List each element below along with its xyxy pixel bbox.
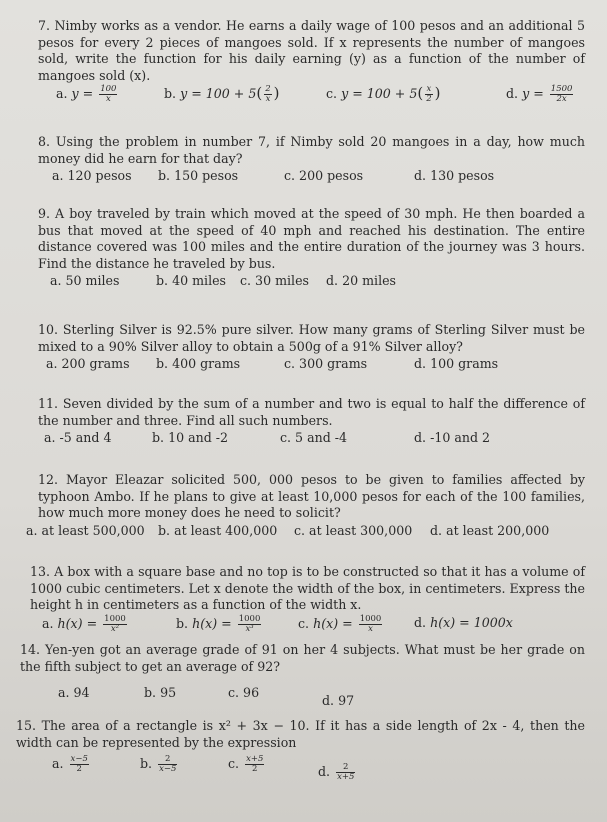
question-13-options <box>30 615 585 635</box>
option-14b: b. 95 <box>144 685 177 700</box>
option-15b: b. $\frac{2}{x-5}$ <box>140 754 177 774</box>
option-14a: a. 94 <box>58 685 90 700</box>
option-15a: a. $\frac{x-5}{2}$ <box>52 754 88 774</box>
question-8-options <box>38 168 585 188</box>
option-14c: c. 96 <box>228 685 260 700</box>
question-10 <box>38 322 585 376</box>
question-12-text: 12. Mayor Eleazar solicited 500, 000 pesos to be given to families affected by typhoon Ambo. If he plans to give at least 10,000 pesos for each of the 100 families, how much more money does he need to solicit? <box>38 472 585 520</box>
option-9d: d. 20 miles <box>326 273 397 288</box>
option-10d: d. 100 grams <box>414 356 499 371</box>
question-9 <box>38 206 585 293</box>
option-7c: c. y = 100 + 5( $\frac{x}{2}$ ) <box>326 84 441 104</box>
option-7a: a. y = $\frac{100}{x}$ <box>56 84 117 104</box>
option-12c: c. at least 300,000 <box>294 522 413 538</box>
question-10-options <box>38 356 585 376</box>
option-9c: c. 30 miles <box>240 273 310 288</box>
question-7 <box>38 18 585 105</box>
option-7b: b. y = 100 + 5( $\frac{2}{x}$ ) <box>164 84 280 104</box>
option-15c: c. $\frac{x+5}{2}$ <box>228 754 264 774</box>
option-11a: a. -5 and 4 <box>44 430 112 445</box>
option-9b: b. 40 miles <box>156 273 227 288</box>
option-15d: d. $\frac{2}{x+5}$ <box>318 762 355 782</box>
question-15-text: 15. The area of a rectangle is x² + 3x − 10. If it has a side length of 2x - 4, then the width can be represented by the expression <box>16 718 585 750</box>
question-9-text: 9. A boy traveled by train which moved at the speed of 30 mph. He then boarded a bus that moved at the speed of 40 mph and reached his destination. The entire distance covered was 100 miles and the entire duration of the journey was 3 hours. Find the distance he traveled by bus. <box>38 206 585 271</box>
option-12a: a. at least 500,000 <box>26 522 145 538</box>
question-14-options <box>20 685 585 708</box>
option-8c: c. 200 pesos <box>284 168 364 183</box>
option-12d: d. at least 200,000 <box>430 522 550 538</box>
question-11 <box>38 396 585 450</box>
question-8-text: 8. Using the problem in number 7, if Nimby sold 20 mangoes in a day, how much money did he earn for that day? <box>38 134 585 166</box>
option-11c: c. 5 and -4 <box>280 430 348 445</box>
question-12 <box>26 472 585 543</box>
option-13d: d. h(x) = 1000x <box>414 614 513 630</box>
option-10a: a. 200 grams <box>46 356 130 371</box>
option-11d: d. -10 and 2 <box>414 430 491 445</box>
question-7-options <box>38 85 585 105</box>
option-12b: b. at least 400,000 <box>158 522 278 538</box>
question-11-text: 11. Seven divided by the sum of a number and two is equal to half the difference of the number and three. Find all such numbers. <box>38 396 585 428</box>
option-13a: a. h(x) = $\frac{1000}{\text{x²}}$ <box>42 613 126 634</box>
question-12-options <box>26 522 585 543</box>
option-14d: d. 97 <box>322 693 355 708</box>
option-7d: d. y = $\frac{1500}{2x}$ <box>506 84 573 104</box>
option-8a: a. 120 pesos <box>52 168 132 183</box>
option-11b: b. 10 and -2 <box>152 430 229 445</box>
question-8 <box>38 134 585 188</box>
option-10c: c. 300 grams <box>284 356 368 371</box>
option-8b: b. 150 pesos <box>158 168 239 183</box>
question-13-text: 13. A box with a square base and no top is to be constructed so that it has a volume of 1000 cubic centimeters. Let x denote the width of the box, in centimeters. Express the height h in centimeters as a function of the width x. <box>30 564 585 612</box>
question-10-text: 10. Sterling Silver is 92.5% pure silver. How many grams of Sterling Silver must be mixed to a 90% Silver alloy to obtain a 500g of a 91% Silver alloy? <box>38 322 585 354</box>
question-13 <box>30 564 585 635</box>
question-9-options <box>38 273 585 293</box>
option-8d: d. 130 pesos <box>414 168 495 183</box>
option-13c: c. h(x) = $\frac{1000}{x}$ <box>298 613 382 634</box>
question-15 <box>16 718 585 782</box>
question-7-text: 7. Nimby works as a vendor. He earns a daily wage of 100 pesos and an additional 5 pesos for every 2 pieces of mangoes sold. If x represents the number of mangoes sold, write the function for his daily earning (y) as a function of the number of mangoes sold (x). <box>38 18 585 83</box>
question-14-text: 14. Yen-yen got an average grade of 91 on her 4 subjects. What must be her grade on the fifth subject to get an average of 92? <box>20 642 585 674</box>
option-10b: b. 400 grams <box>156 356 241 371</box>
option-13b: b. h(x) = $\frac{1000}{\text{x³}}$ <box>176 613 261 634</box>
question-11-options <box>38 430 585 450</box>
question-15-options <box>16 754 585 782</box>
option-9a: a. 50 miles <box>50 273 120 288</box>
question-14 <box>20 642 585 708</box>
